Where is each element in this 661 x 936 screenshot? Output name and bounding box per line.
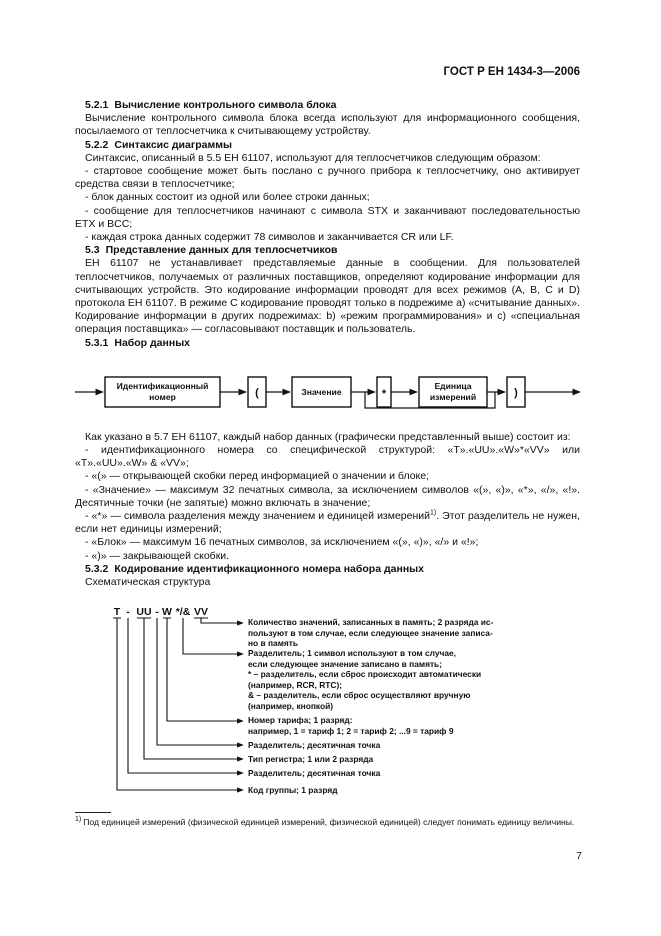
code-t: T [113,606,121,618]
list-item: - идентификационного номера со специфической структурой: «T».«UU».«W»*«VV» или «T».«UU».«W» & «VV»; [75,444,580,470]
list-item: - «*» — символа разделения между значением и единицей измерений$^{1)}$. Этот разделитель не нужен, если нет единицы измерений; [75,509,580,536]
list-item: - «Блок» — максимум 16 печатных символов, за исключением «(», «)», «/» и «!»; [85,536,479,549]
label-group-code: Код группы; 1 разряд [248,785,338,795]
section-5-3-1-heading: 5.3.1 Набор данных [85,336,191,349]
unit-box-line1: Единица [434,381,472,391]
section-5-3-heading: 5.3 Представление данных для теплосчетчиков [85,244,338,257]
list-item: - «)» — закрывающей скобки. [85,549,230,562]
section-5-2-1-text: Вычисление контрольного символа блока всегда используют для информационного сообщения, посылаемого от теплосчетчика к считывающему устройству. [75,112,580,138]
footnote-mark: 1) [75,816,82,824]
code-vv: VV [193,606,209,618]
section-5-3-2-heading: 5.3.2 Кодирование идентификационного номера набора данных [85,562,424,575]
section-5-3-1-intro: Как указано в 5.7 ЕН 61107, каждый набор данных (графически представленный выше) состоит из: [85,430,571,443]
list-item: - сообщение для теплосчетчиков начинают с символа STX и заканчивают последовательностью ETX и BCC; [75,204,580,230]
label-tariff: Номер тарифа; 1 разряд: например, 1 = тариф 1; 2 = тариф 2; ...9 = тариф 9 [248,715,454,736]
list-item: - «Значение» — максимум 32 печатных символа, за исключением символов «(», «)», «*», «/», «!». Десятичные точки (не запятые) можно включать в значение; [75,483,580,509]
schema-title: Схематическая структура [85,576,211,589]
label-register-type: Тип регистра; 1 или 2 разряда [248,754,374,764]
code-dot-1: - [126,606,130,618]
close-paren-label: ) [514,387,518,399]
id-box-line2: номер [149,392,176,402]
value-box-label: Значение [301,387,342,397]
star-box-label: * [381,388,387,400]
footnote-divider [75,812,111,813]
code-uu: UU [136,606,152,618]
list-item: - «(» — открывающей скобки перед информацией о значении и блоке; [85,470,430,483]
footnote-ref: 1) [430,509,437,517]
footnote: $^{1)}$ Под единицей измерений (физической единицей измерений, физической единицей) следует понимать единицу величины. [75,816,575,827]
list-item: - стартовое сообщение может быть послано с ручного прибора к теплосчетчику, оно активирует средства связи в теплосчетчике; [75,165,580,191]
code-separator: */& [175,606,191,618]
label-decimal-point-2: Разделитель; десятичная точка [248,740,381,750]
list-item: - блок данных состоит из одной или более строки данных; [85,191,370,204]
code-w: W [162,606,172,618]
section-5-2-2-intro: Синтаксис, описанный в 5.5 ЕН 61107, используют для теплосчетчиков следующим образом: [85,151,541,164]
document-id: ГОСТ Р ЕН 1434-3—2006 [443,66,580,78]
page-number: 7 [576,850,582,862]
section-5-2-2-heading: 5.2.2 Синтаксис диаграммы [85,138,232,151]
unit-box-line2: измерений [429,392,477,402]
code-dot-2: - [155,606,159,618]
label-value-count: Количество значений, записанных в память; 2 разряда ис- пользуют в том случае, если следующее значение записа- но в память [248,617,494,648]
section-5-2-1-heading: 5.2.1 Вычисление контрольного символа блока [85,99,337,111]
label-separator: Разделитель; 1 символ используют в том случае, если следующее значение записано в память; * – разделитель, если сброс происходит автоматически (например, RCR, RTC); & – разделитель, если сброс осуществляют вручную (например, кнопкой) [248,648,482,711]
id-box-line1: Идентификационный [116,381,209,391]
list-item: - каждая строка данных содержит 78 символов и заканчивается CR или LF. [85,231,454,244]
section-5-3-text: ЕН 61107 не устанавливает представляемые данные в сообщении. Для пользователей теплосчетчиков, получаемых от различных поставщиков, определяют кодирование информации для считывающих устройств. Это кодирование информации проводят для всех режимов (А, В, С и D) протокола ЕН 61107. В режиме С кодирование проводят только в подрежиме а) «считывание данных». Кодирование информации в других подрежимах: b) «режим программирования» и с) «специальная операция поставщика» — согласовывают поставщик и пользователь. [75,257,580,336]
open-paren-label: ( [255,387,259,399]
label-decimal-point-1: Разделитель; десятичная точка [248,768,381,778]
